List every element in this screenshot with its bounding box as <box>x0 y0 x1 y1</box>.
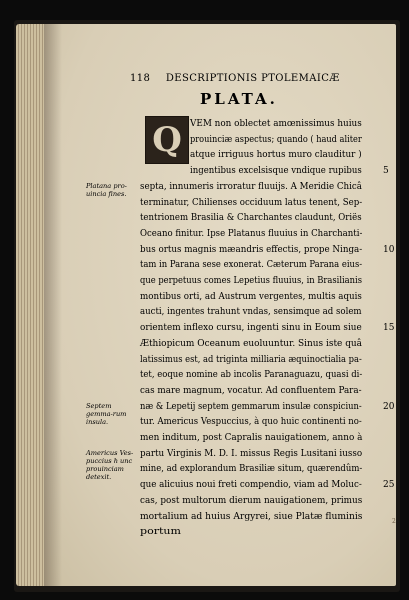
text-line: mortalium ad huius Argyrei, siue Platæ fluminis <box>140 510 363 522</box>
text-line: septa, innumeris irroratur fluuijs. A Meridie Chicâ <box>140 180 362 192</box>
line-number: 5 <box>383 166 389 177</box>
text-line: que perpetuus comes Lepetius fluuius, in Brasilianis <box>140 275 362 286</box>
decorated-initial <box>145 116 189 164</box>
running-title: DESCRIPTIONIS PTOLEMAICÆ <box>165 73 340 84</box>
text-line: mine, ad explorandum Brasiliæ situm, quærendûm- <box>140 463 363 475</box>
line-number: 25 <box>383 480 395 491</box>
corner-mark: 2 <box>392 518 396 525</box>
text-line: næ & Lepetij septem gemmarum insulæ conspiciun- <box>140 400 362 412</box>
text-line: bus ortus magnis mæandris effectis, prope Ninga- <box>140 243 363 255</box>
text-line: tur. Americus Vespuccius, à quo huic continenti no- <box>140 416 362 428</box>
text-line: VEM non oblectet amœnissimus huius <box>190 118 362 129</box>
text-line: tentrionem Brasilia & Charchantes claudunt, Oriës <box>140 212 362 224</box>
text-line: partu Virginis M. D. I. missus Regis Lusitani iusso <box>140 447 363 459</box>
text-line: atque irriguus hortus muro clauditur ) <box>190 149 362 161</box>
text-line: Æthiopicum Oceanum euoluuntur. Sinus iste quâ <box>140 337 363 349</box>
margin-note: Platana pro-uincia fines. <box>86 181 127 198</box>
text-line: latissimus est, ad triginta milliaria æquinoctialia pa- <box>140 353 362 365</box>
margin-note: Septem gemma-rum insula. <box>86 401 127 426</box>
text-line: portum <box>140 526 181 538</box>
text-line: tam in Parana sese exonerat. Cæterum Parana eius- <box>140 259 363 271</box>
text-line: orientem inflexo cursu, ingenti sinu in Eoum siue <box>140 322 362 334</box>
text-line: cas mare magnum, vocatur. Ad confluentem Para- <box>140 384 362 396</box>
text-line: men inditum, post Capralis nauigationem, anno à <box>140 432 363 443</box>
text-line: ingentibus excelsisque vndique rupibus <box>190 165 362 177</box>
text-line: prouinciæ aspectus; quando ( haud aliter <box>190 133 362 145</box>
running-header <box>130 73 370 84</box>
decorated-initial-letter: Q <box>152 120 182 160</box>
text-line: terminatur, Chilienses occiduum latus tenent, Sep- <box>140 196 363 208</box>
spine-shadow <box>44 24 62 586</box>
text-line: cas, post multorum dierum nauigationem, primus <box>140 494 363 506</box>
line-number: 20 <box>383 401 395 412</box>
line-number: 15 <box>383 323 395 334</box>
page-number: 118 <box>130 73 151 84</box>
text-line: Oceano finitur. Ipse Platanus fluuius in Charchanti- <box>140 227 363 239</box>
text-line: aucti, ingentes trahunt vndas, sensimque ad solem <box>140 306 362 318</box>
section-title: PLATA. <box>200 90 278 108</box>
line-number: 10 <box>383 244 395 255</box>
text-line: tet, eoque nomine ab incolis Paranaguazu, quasi di- <box>140 369 363 381</box>
text-line: que alicuius noui freti compendio, viam ad Moluc- <box>140 479 362 491</box>
margin-note: Americus Ves-puccius h unc prouinciam detexit. <box>86 448 134 481</box>
text-line: montibus orti, ad Austrum vergentes, multis aquis <box>140 290 362 302</box>
